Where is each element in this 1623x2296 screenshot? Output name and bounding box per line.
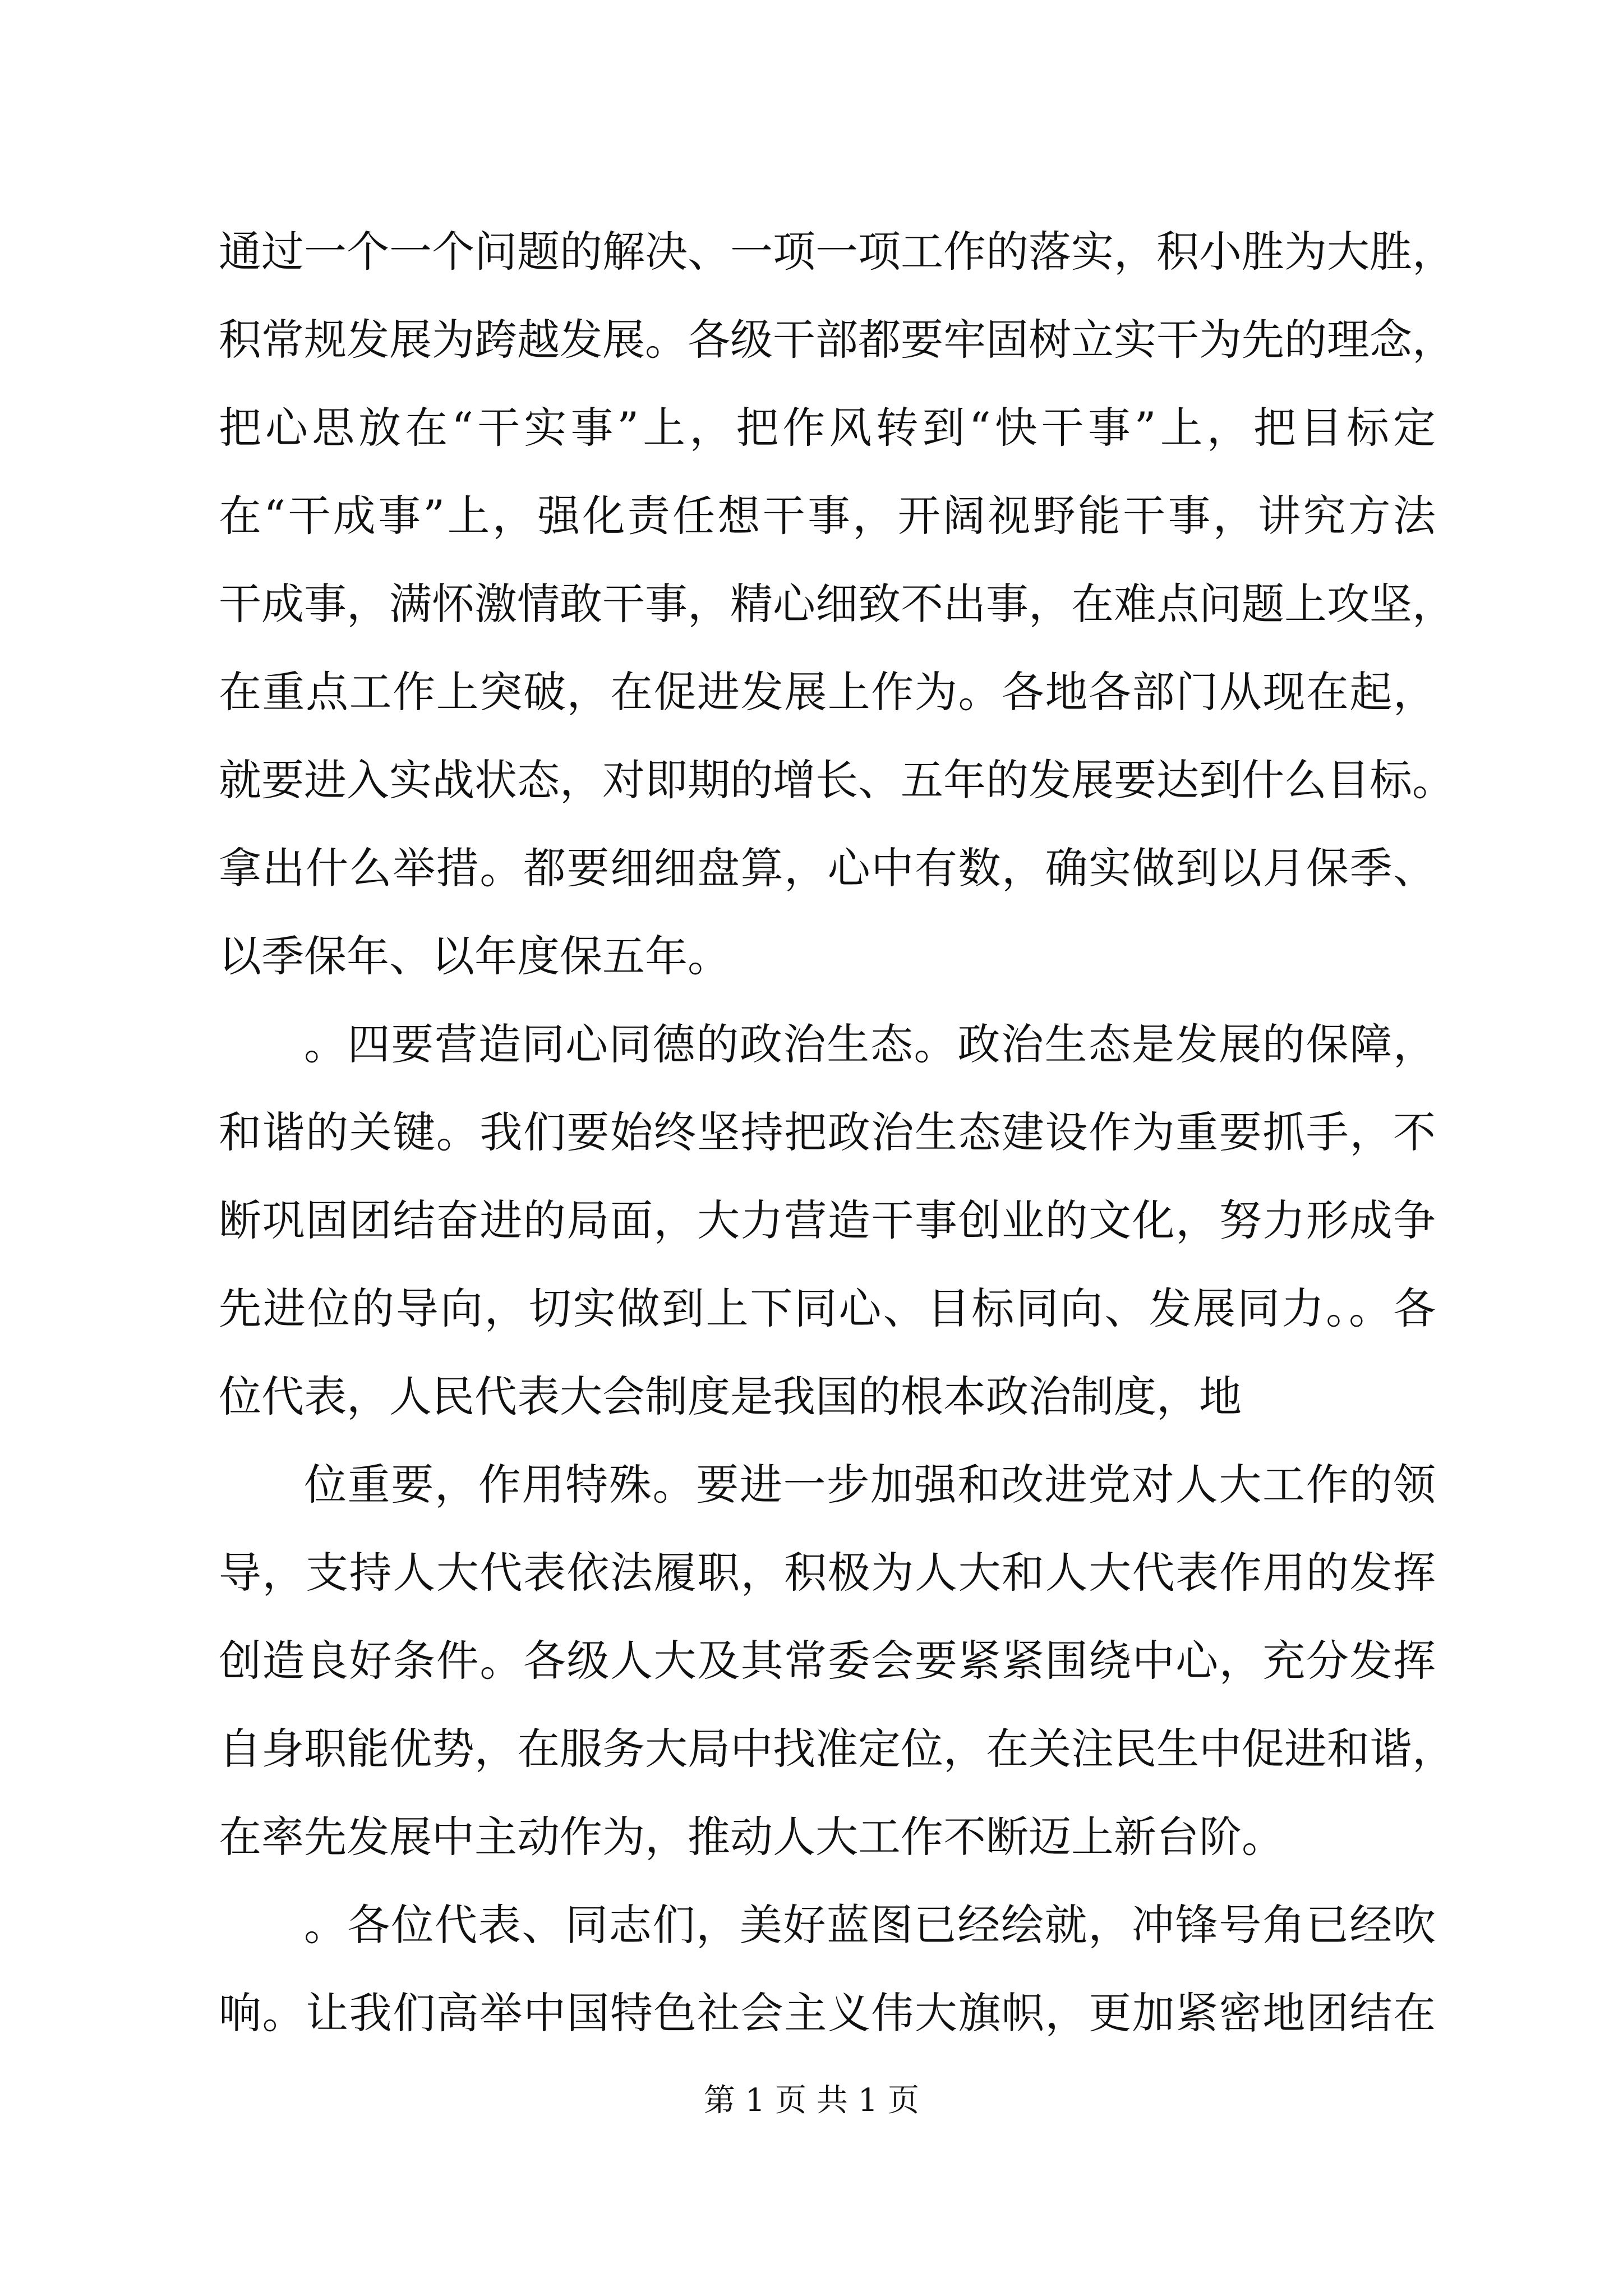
text-line: 拿出什么举措。都要细细盘算，心中有数，确实做到以月保季、 [219, 843, 1436, 893]
text-line: 位重要，作用特殊。要进一步加强和改进党对人大工作的领 [304, 1460, 1436, 1510]
text-line: 干成事，满怀激情敢干事，精心细致不出事，在难点问题上攻坚， [219, 579, 1455, 629]
text-line: 自身职能优势，在服务大局中找准定位，在关注民生中促进和谐， [219, 1724, 1455, 1774]
text-line: 导，支持人大代表依法履职，积极为人大和人大代表作用的发挥 [219, 1548, 1436, 1598]
text-line: 以季保年、以年度保五年。 [219, 931, 730, 981]
text-line: 在“干成事”上，强化责任想干事，开阔视野能干事，讲究方法 [219, 491, 1436, 541]
text-line: 在率先发展中主动作为，推动人大工作不断迈上新台阶。 [219, 1812, 1284, 1862]
text-line: 断巩固团结奋进的局面，大力营造干事创业的文化，努力形成争 [219, 1195, 1436, 1245]
text-line: 。各位代表、同志们，美好蓝图已经绘就，冲锋号角已经吹 [304, 1900, 1436, 1950]
page-footer: 第 1 页 共 1 页 [703, 2082, 920, 2119]
text-line: 。四要营造同心同德的政治生态。政治生态是发展的保障， [304, 1019, 1436, 1069]
text-line: 和谐的关键。我们要始终坚持把政治生态建设作为重要抓手，不 [219, 1107, 1436, 1157]
document-body [219, 208, 1455, 2057]
text-line: 把心思放在“干实事”上，把作风转到“快干事”上，把目标定 [219, 403, 1436, 453]
text-line: 响。让我们高举中国特色社会主义伟大旗帜，更加紧密地团结在 [219, 1988, 1436, 2038]
text-line: 积常规发展为跨越发展。各级干部都要牢固树立实干为先的理念， [219, 315, 1455, 365]
text-line: 就要进入实战状态，对即期的增长、五年的发展要达到什么目标。 [219, 755, 1455, 805]
text-line: 创造良好条件。各级人大及其常委会要紧紧围绕中心，充分发挥 [219, 1636, 1436, 1686]
text-line: 位代表，人民代表大会制度是我国的根本政治制度，地 [219, 1372, 1242, 1421]
text-line: 通过一个一个问题的解决、一项一项工作的落实，积小胜为大胜， [219, 227, 1455, 277]
text-line: 先进位的导向，切实做到上下同心、目标同向、发展同力。。各 [219, 1283, 1436, 1333]
text-line: 在重点工作上突破，在促进发展上作为。各地各部门从现在起， [219, 667, 1436, 717]
